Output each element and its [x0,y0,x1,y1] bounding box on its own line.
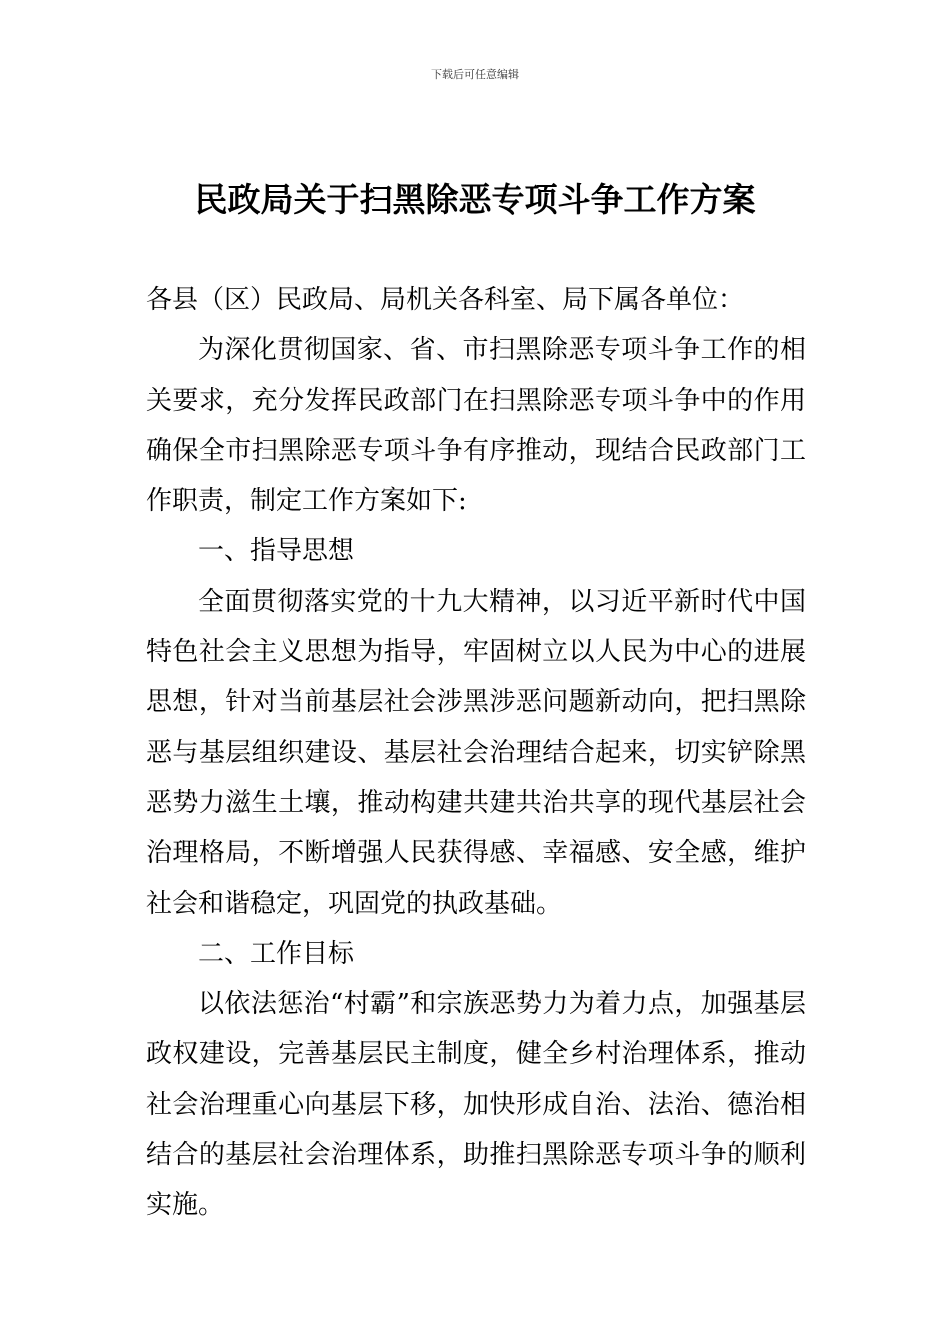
section1-paragraph: 全面贯彻落实党的十九大精神，以习近平新时代中国特色社会主义思想为指导，牢固树立以人民为中心的进展思想，针对当前基层社会涉黑涉恶问题新动向，把扫黑除恶与基层组织建设、基层社会治理结合起来，切实铲除黑恶势力滋生土壤，推动构建共建共治共享的现代基层社会治理格局，不断增强人民获得感、幸福感、安全感，维护社会和谐稳定，巩固党的执政基础。 [146,586,806,919]
section2-heading: 二、工作目标 [198,938,355,969]
section2-paragraph: 以依法惩治“村霸”和宗族恶势力为着力点，加强基层政权建设，完善基层民主制度，健全乡村治理体系，推动社会治理重心向基层下移，加快形成自治、法治、德治相结合的基层社会治理体系，助推扫黑除恶专项斗争的顺利实施。 [146,989,806,1221]
salutation: 各县（区）民政局、局机关各科室、局下属各单位： [146,285,745,315]
document-title: 民政局关于扫黑除恶专项斗争工作方案 [194,180,756,219]
intro-paragraph: 为深化贯彻国家、省、市扫黑除恶专项斗争工作的相关要求，充分发挥民政部门在扫黑除恶专项斗争中的作用确保全市扫黑除恶专项斗争有序推动，现结合民政部门工作职责，制定工作方案如下: [146,335,806,517]
section1-heading: 一、指导思想 [198,536,355,567]
document-body [146,275,806,1231]
header-note: 下载后可任意编辑 [431,68,519,81]
